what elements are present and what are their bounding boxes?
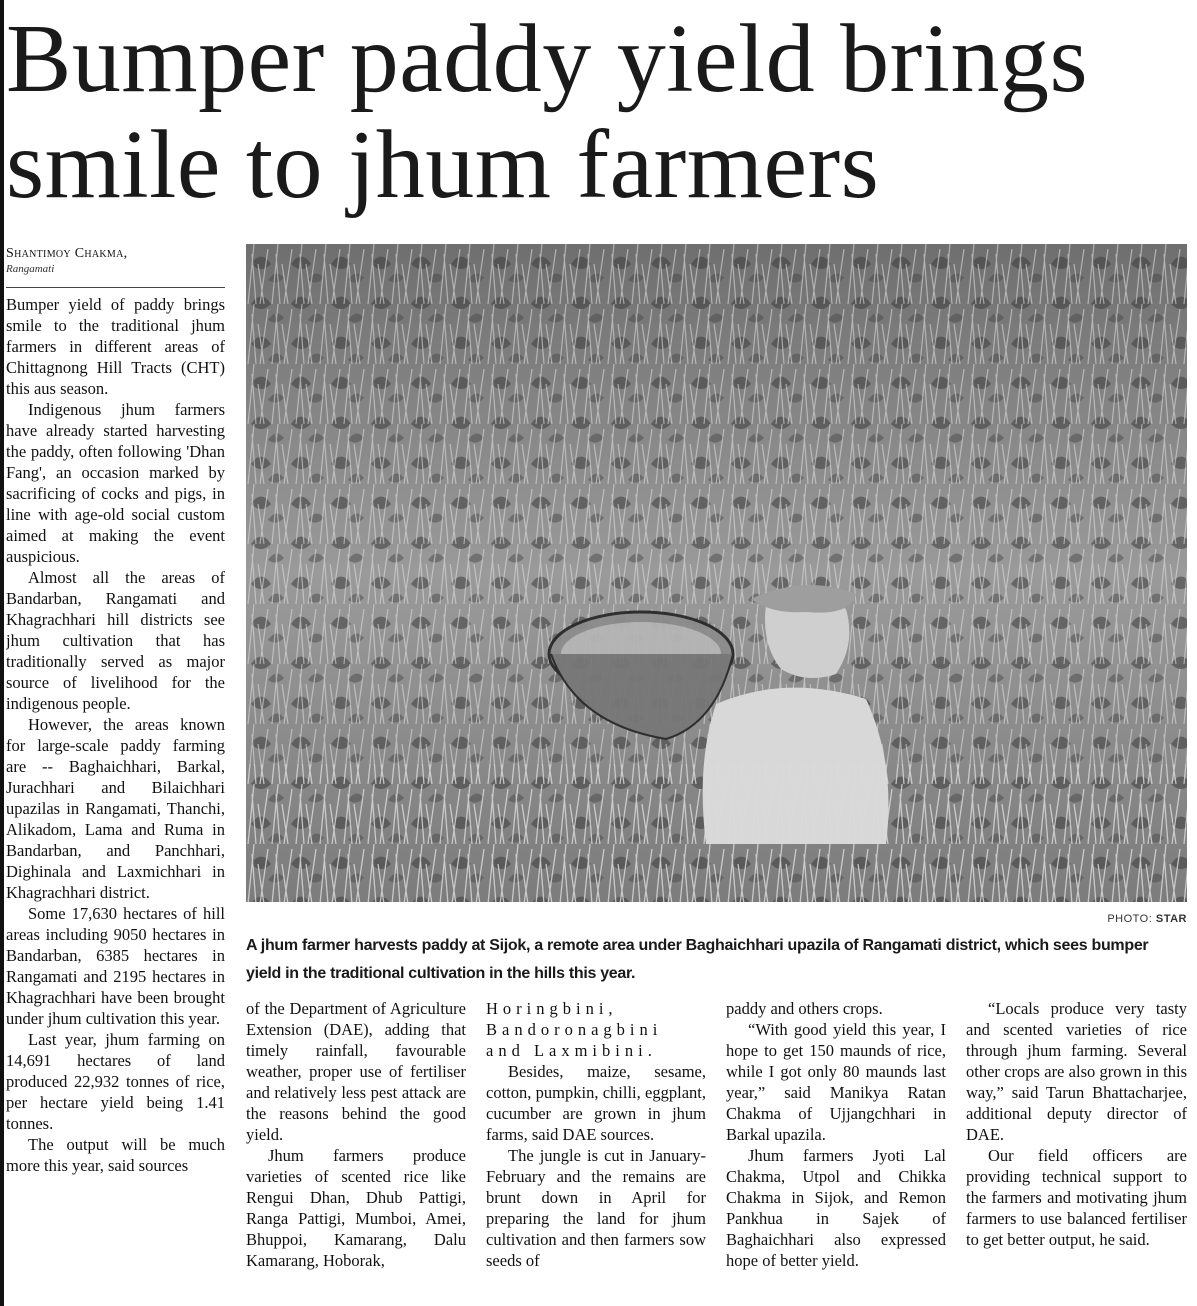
paragraph: The output will be much more this year, said sources: [6, 1135, 225, 1175]
paragraph: Indigenous jhum farmers have already started harvesting the paddy, often following 'Dhan Fang', an occasion marked by sacrificing of cocks and pigs, in line with age-old social custom aimed at making the event auspicious.: [6, 400, 225, 566]
paragraph: Besides, maize, sesame, cotton, pumpkin, chilli, eggplant, cucumber are grown in jhum farms, said DAE sources.: [486, 1062, 706, 1144]
photo-credit: PHOTO: STAR: [1107, 913, 1187, 925]
paragraph: The jungle is cut in January-February and the remains are brunt down in April for preparing the land for jhum cultivation and then farmers sow seeds of: [486, 1146, 706, 1270]
photo-caption: A jhum farmer harvests paddy at Sijok, a remote area under Baghaichhari upazila of Rangamati district, which sees bumper yield in the traditional cultivation in the hills this year.: [246, 937, 1149, 982]
paragraph: of the Department of Agriculture Extension (DAE), adding that timely rainfall, favourable weather, proper use of fertiliser and relatively less pest attack are the reasons behind the good yield.: [246, 999, 466, 1144]
paragraph: Bumper yield of paddy brings smile to the traditional jhum farmers in different areas of Chittagnong Hill Tracts (CHT) this aus season.: [6, 295, 225, 398]
paragraph: However, the areas known for large-scale paddy farming are -- Baghaichhari, Barkal, Jurachhari and Bilaichhari upazilas in Rangamati, Thanchi, Alikadom, Lama and Ruma in Bandarban, and Panchhari, Dighinala and Laxmichhari in Khagrachhari district.: [6, 715, 225, 902]
paragraph: Last year, jhum farming on 14,691 hectares of land produced 22,932 tonnes of rice, per hectare yield being 1.41 tonnes.: [6, 1030, 225, 1133]
article-column-4: [726, 998, 946, 1306]
paragraph: Our field officers are providing technical support to the farmers and motivating jhum farmers to use balanced fertiliser to get better output, he said.: [966, 1146, 1187, 1249]
paragraph: “With good yield this year, I hope to get 150 maunds of rice, while I got only 80 maunds last year,” said Manikya Ratan Chakma of Ujjangchhari in Barkal upazila.: [726, 1020, 946, 1144]
byline-divider: [6, 287, 225, 288]
paragraph: paddy and others crops.: [726, 999, 883, 1018]
paragraph: Jhum farmers Jyoti Lal Chakma, Utpol and Chikka Chakma in Sijok, and Remon Pankhua in Sajek of Baghaichhari also expressed hope of better yield.: [726, 1146, 946, 1270]
paragraph: Jhum farmers produce varieties of scented rice like Rengui Dhan, Dhub Pattigi, Ranga Pattigi, Mumboi, Amei, Bhuppoi, Kamarang, Dalu Kamarang, Hoborak,: [246, 1146, 466, 1270]
byline-location: Rangamati: [6, 263, 55, 275]
byline: [6, 246, 226, 276]
photo-farmer-harvesting-paddy: [246, 244, 1187, 902]
article-column-1: [6, 294, 225, 1306]
byline-author: Shantimoy Chakma,: [6, 246, 128, 261]
article-column-5: [966, 998, 1187, 1306]
paragraph: Horingbini, Bandoronagbini and Laxmibini.: [486, 999, 663, 1060]
article-column-2: [246, 998, 466, 1306]
page-left-rule: [0, 0, 4, 1306]
paragraph: Some 17,630 hectares of hill areas including 9050 hectares in Bandarban, 6385 hectares in Rangamati and 2195 hectares in Khagrachhari have been brought under jhum cultivation this year.: [6, 904, 225, 1028]
news-photo: [246, 244, 1187, 902]
article-column-3: [486, 998, 706, 1306]
headline: Bumper paddy yield brings smile to jhum farmers: [6, 5, 1089, 219]
paragraph: Almost all the areas of Bandarban, Rangamati and Khagrachhari hill districts see jhum cultivation that has traditionally served as major source of livelihood for the indigenous people.: [6, 568, 225, 713]
paragraph: “Locals produce very tasty and scented varieties of rice through jhum farming. Several other crops are also grown in this way,” said Tarun Bhattacharjee, additional deputy director of DAE.: [966, 999, 1187, 1144]
